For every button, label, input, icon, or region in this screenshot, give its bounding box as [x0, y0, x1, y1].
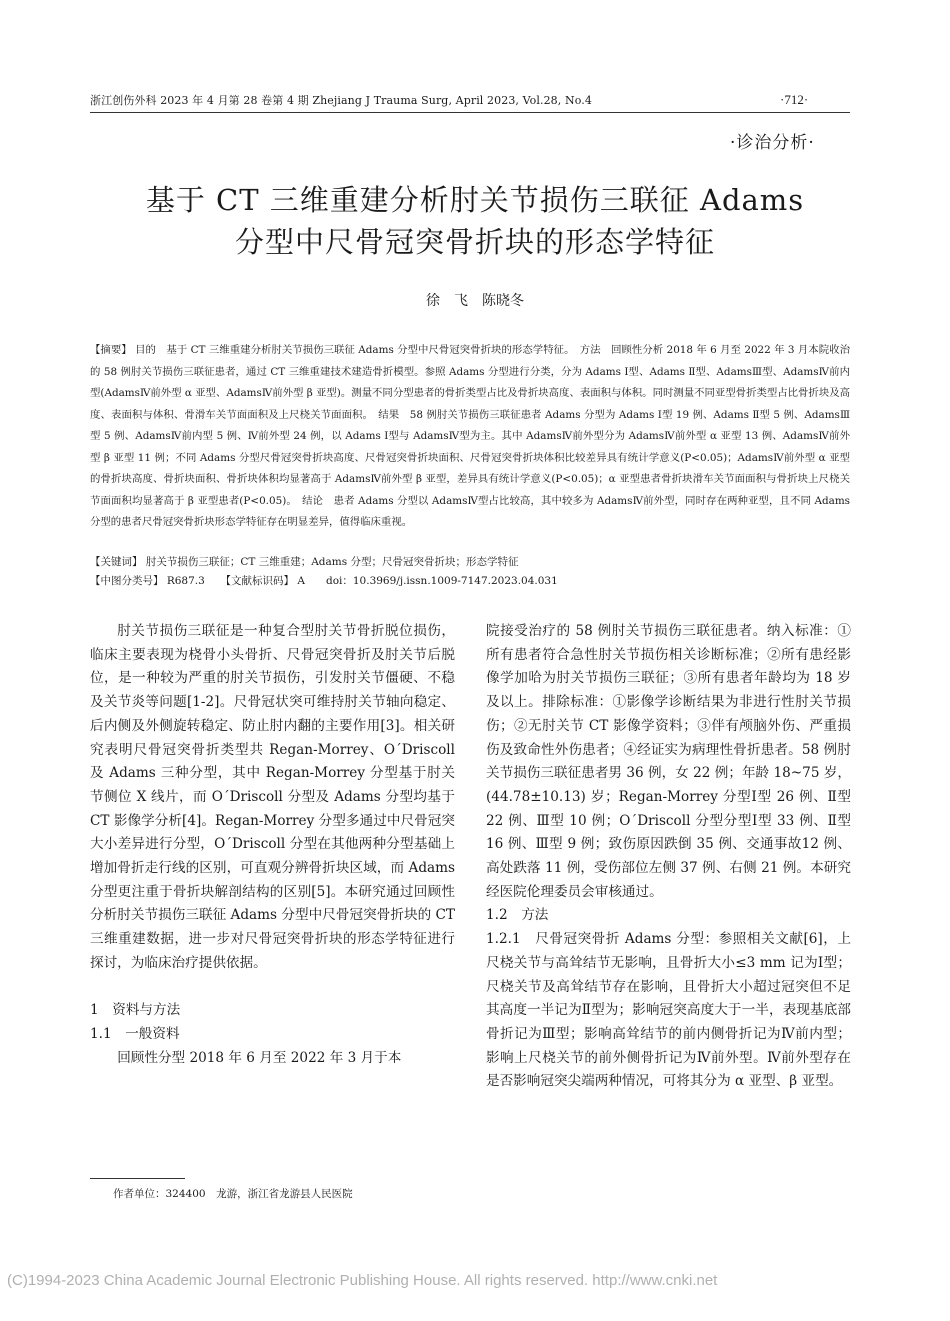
page-number: ·712·	[780, 92, 809, 107]
classification-line: 【中图分类号】 R687.3 【文献标识码】 A doi：10.3969/j.issn.1009-7147.2023.04.031	[90, 575, 558, 587]
author-list: 徐 飞 陈晓冬	[426, 293, 524, 309]
general-data-continued: 院接受治疗的 58 例肘关节损伤三联征患者。纳入标准：①所有患者符合急性肘关节损伤相关诊断标准；②所有患经影像学加哈为肘关节损伤三联征；③所有患者年龄均为 18 岁及以上。排除标准：①影像学诊断结果为非进行性肘关节损伤；②无肘关节 CT 影像学资料；③伴有颅脑外伤、严重损伤及致命性外伤患者；④经证实为病理性骨折患者。58 例肘关节损伤三联征患者男 36 例，女 22 例；年龄 18~75 岁，(44.78±10.13) 岁；Regan-Morrey 分型Ⅰ型 26 例、Ⅱ型 22 例、Ⅲ型 10 例；O´Driscoll 分型分型Ⅰ型 33 例、Ⅱ型 16 例、Ⅲ型 9 例；致伤原因跌倒 35 例、交通事故12 例、高处跌落 11 例，受伤部位左侧 37 例、右侧 21 例。本研究经医院伦理委员会审核通过。	[486, 623, 851, 900]
header-rule	[90, 112, 850, 113]
copyright-watermark: (C)1994-2023 China Academic Journal Electronic Publishing House. All rights reserved. http://www.cnki.net	[7, 1272, 718, 1289]
body-column-left	[90, 620, 455, 1070]
general-data-paragraph: 回顾性分型 2018 年 6 月至 2022 年 3 月于本	[117, 1049, 402, 1066]
body-column-right	[486, 620, 851, 1094]
section-label: ·诊治分析·	[730, 133, 815, 153]
journal-header: 浙江创伤外科 2023 年 4 月第 28 卷第 4 期 Zhejiang J Trauma Surg, April 2023, Vol.28, No.4	[90, 94, 592, 107]
article-title-line-2: 分型中尺骨冠突骨折块的形态学特征	[234, 225, 715, 259]
subsection-heading-method: 1.2 方法	[486, 907, 549, 924]
author-affiliation-footnote: 作者单位：324400 龙游，浙江省龙游县人民医院	[113, 1188, 353, 1200]
subsection-heading-general: 1.1 一般资料	[90, 1025, 180, 1042]
article-title-line-1: 基于 CT 三维重建分析肘关节损伤三联征 Adams	[145, 183, 805, 217]
intro-paragraph: 肘关节损伤三联征是一种复合型肘关节骨折脱位损伤，临床主要表现为桡骨小头骨折、尺骨冠突骨折及肘关节后脱位，是一种较为严重的肘关节损伤，引发肘关节僵硬、不稳及关节炎等问题[1-2]。尺骨冠状突可维持肘关节轴向稳定、后内侧及外侧旋转稳定、防止肘内翻的主要作用[3]。相关研究表明尺骨冠突骨折类型共 Regan-Morrey、O´Driscoll 及 Adams 三种分型，其中 Regan-Morrey 分型基于肘关节侧位 X 线片，而 O´Driscoll 分型及 Adams 分型均基于 CT 影像学分析[4]。Regan-Morrey 分型多通过中尺骨冠突大小差异进行分型，O´Driscoll 分型在其他两种分型基础上增加骨折走行线的区别，可直观分辨骨折块区域，而 Adams 分型更注重于骨折块解剖结构的区别[5]。本研究通过回顾性分析肘关节损伤三联征 Adams 分型中尺骨冠突骨折块的 CT 三维重建数据，进一步对尺骨冠突骨折块的形态学特征进行探讨，为临床治疗提供依据。	[90, 623, 455, 971]
adams-classification-paragraph: 1.2.1 尺骨冠突骨折 Adams 分型：参照相关文献[6]，上尺桡关节与高耸结节无影响，且骨折大小≤3 mm 记为Ⅰ型；尺桡关节及高耸结节存在影响，且骨折大小超过冠突但不足其高度一半记为Ⅱ型为；影响冠突高度大于一半，表现基底部骨折记为Ⅲ型；影响高耸结节的前内侧骨折记为Ⅳ前内型；影响上尺桡关节的前外侧骨折记为Ⅳ前外型。Ⅳ前外型存在是否影响冠突尖端两种情况，可将其分为 α 亚型、β 亚型。	[486, 931, 851, 1090]
keywords-line: 【关键词】 肘关节损伤三联征；CT 三维重建；Adams 分型；尺骨冠突骨折块；形态学特征	[90, 556, 519, 568]
section-heading-methods: 1 资料与方法	[90, 1002, 181, 1019]
keywords-block	[90, 553, 850, 591]
footnote-rule	[90, 1178, 185, 1179]
abstract	[90, 340, 850, 534]
abstract-text: 【摘要】 目的 基于 CT 三维重建分析肘关节损伤三联征 Adams 分型中尺骨冠突骨折块的形态学特征。 方法 回顾性分析 2018 年 6 月至 2022 年 3 月本院收治的 58 例肘关节损伤三联征患者，通过 CT 三维重建技术建造骨折模型。参照 Adams 分型进行分类，分为 Adams Ⅰ型、Adams Ⅱ型、AdamsⅢ型、AdamsⅣ前内型(AdamsⅣ前外型 α 亚型、AdamsⅣ前外型 β 亚型)。测量不同分型患者的骨折类型占比及骨折块高度、表面积与体积。同时测量不同亚型骨折类型占比骨折块及高度、表面积与体积、骨滑车关节面面积及上尺桡关节面面积。 结果 58 例肘关节损伤三联征患者 Adams 分型为 Adams Ⅰ型 19 例、Adams Ⅱ型 5 例、AdamsⅢ型 5 例、AdamsⅣ前内型 5 例、Ⅳ前外型 24 例，以 Adams Ⅰ型与 AdamsⅣ型为主。其中 AdamsⅣ前外型分为 AdamsⅣ前外型 α 亚型 13 例、AdamsⅣ前外型 β 亚型 11 例；不同 Adams 分型尺骨冠突骨折块高度、尺骨冠突骨折块面积、尺骨冠突骨折块体积比较差异具有统计学意义(P<0.05)；AdamsⅣ前外型 α 亚型的骨折块高度、骨折块面积、骨折块体积均显著高于 AdamsⅣ前外型 β 亚型，差异具有统计学意义(P<0.05)；α 亚型患者骨折块滑车关节面面积与骨折块上尺桡关节面面积均显著高于 β 亚型患者(P<0.05)。 结论 患者 Adams 分型以 AdamsⅣ型占比较高，其中较多为 AdamsⅣ前外型，同时存在两种亚型，且不同 Adams 分型的患者尺骨冠突骨折块形态学特征存在明显差异，值得临床重视。	[90, 344, 850, 528]
